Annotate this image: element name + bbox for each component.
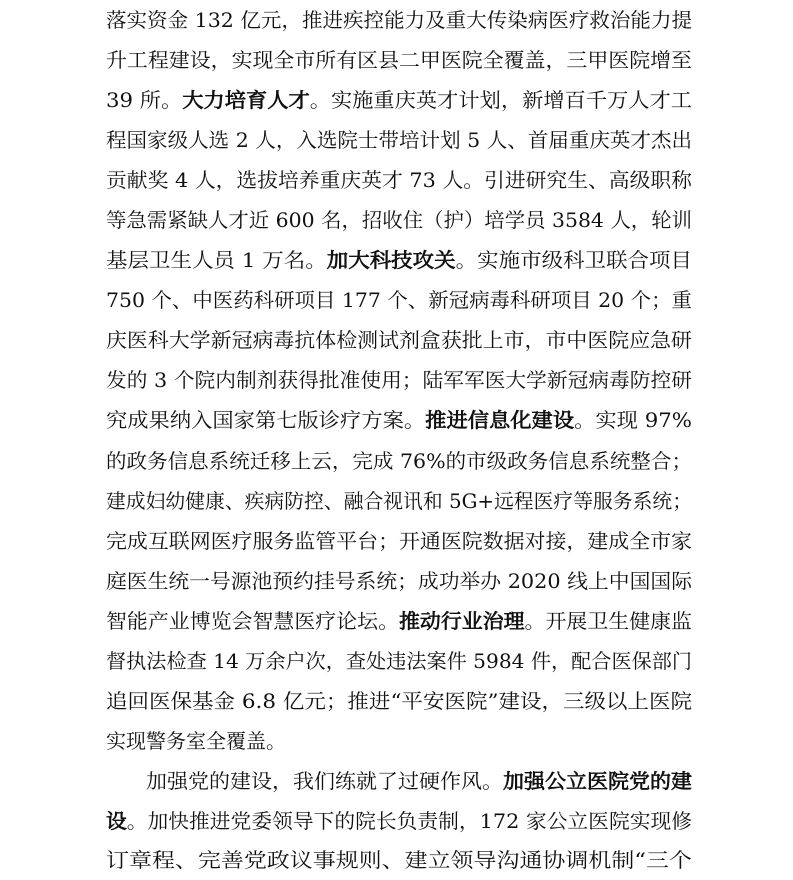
text-line-content	[106, 441, 692, 481]
text-run: 智能产业博览会智慧医疗论坛。	[106, 609, 399, 633]
bold-heading-run: 推进信息化建设	[425, 408, 575, 432]
text-line-content	[106, 521, 692, 561]
bold-heading-run: 大力培育人才	[182, 88, 310, 112]
text-run: 庆医科大学新冠病毒抗体检测试剂盒获批上市，市中医院应急研	[106, 328, 692, 352]
text-run: 程国家级人选 2 人，入选院士带培计划 5 人、首届重庆英才杰出	[106, 128, 693, 152]
text-line	[0, 320, 793, 360]
text-run: 建成妇幼健康、疾病防控、融合视讯和 5G+远程医疗等服务系统；	[106, 489, 693, 513]
text-line	[0, 561, 793, 601]
text-line	[0, 761, 793, 801]
text-line	[0, 641, 793, 681]
text-line	[0, 481, 793, 521]
text-line-content	[106, 160, 692, 200]
text-line	[0, 120, 793, 160]
text-line	[0, 360, 793, 400]
text-line	[0, 721, 793, 761]
text-line-content	[106, 840, 692, 880]
bold-heading-run: 加强公立医院党的建	[502, 769, 692, 793]
text-line-content	[106, 360, 692, 400]
text-line-content	[106, 481, 692, 521]
text-run: 750 个、中医药科研项目 177 个、新冠病毒科研项目 20 个；重	[106, 288, 692, 312]
text-run: 究成果纳入国家第七版诊疗方案。	[106, 408, 426, 432]
text-line-content	[146, 761, 692, 801]
text-run: 实现警务室全覆盖。	[106, 729, 286, 753]
text-line-content	[106, 0, 692, 40]
text-line-content	[106, 601, 692, 641]
text-line	[0, 160, 793, 200]
text-run: 贡献奖 4 人，选拔培养重庆英才 73 人。引进研究生、高级职称	[106, 168, 692, 192]
bold-heading-run: 加大科技攻关	[326, 248, 456, 272]
text-line-content	[106, 400, 692, 440]
text-run: 升工程建设，实现全市所有区县二甲医院全覆盖，三甲医院增至	[106, 48, 692, 72]
text-line-content	[106, 80, 692, 120]
text-line-content	[106, 681, 692, 721]
text-line-content	[106, 721, 286, 761]
text-line	[0, 240, 793, 280]
text-line-content	[106, 801, 692, 841]
text-run: 。实施重庆英才计划，新增百千万人才工	[309, 88, 693, 112]
text-line	[0, 80, 793, 120]
text-run: 发的 3 个院内制剂获得批准使用；陆军军医大学新冠病毒防控研	[106, 368, 692, 392]
text-line	[0, 400, 793, 440]
text-run: 加强党的建设，我们练就了过硬作风。	[146, 769, 503, 793]
text-run: 追回医保基金 6.8 亿元；推进“平安医院”建设，三级以上医院	[106, 689, 693, 713]
text-run: 督执法检查 14 万余户次，查处违法案件 5984 件，配合医保部门	[106, 649, 693, 673]
text-line-content	[106, 240, 692, 280]
text-line-content	[106, 561, 692, 601]
text-run: 完成互联网医疗服务监管平台；开通医院数据对接，建成全市家	[106, 529, 692, 553]
text-line	[0, 40, 793, 80]
text-run: 的政务信息系统迁移上云，完成 76%的市级政务信息系统整合；	[106, 449, 692, 473]
text-line-content	[106, 120, 692, 160]
text-line	[0, 521, 793, 561]
text-line-content	[106, 320, 692, 360]
text-run: 39 所。	[106, 88, 183, 112]
bold-heading-run: 设	[106, 809, 127, 833]
text-run: 。开展卫生健康监	[524, 609, 692, 633]
text-run: 。加快推进党委领导下的院长负责制，172 家公立医院实现修	[126, 809, 692, 833]
text-line-content	[106, 200, 692, 240]
text-line	[0, 840, 793, 880]
text-line	[0, 0, 793, 40]
bold-heading-run: 推动行业治理	[398, 609, 525, 633]
text-line	[0, 601, 793, 641]
text-line	[0, 681, 793, 721]
text-line-content	[106, 641, 692, 681]
text-line	[0, 280, 793, 320]
text-run: 。实现 97%	[574, 408, 693, 432]
text-run: 落实资金 132 亿元，推进疾控能力及重大传染病医疗救治能力提	[106, 8, 693, 32]
text-run: 等急需紧缺人才近 600 名，招收住（护）培学员 3584 人，轮训	[106, 208, 693, 232]
text-line	[0, 801, 793, 841]
text-run: 。实施市级科卫联合项目	[455, 248, 692, 272]
text-line	[0, 200, 793, 240]
text-run: 庭医生统一号源池预约挂号系统；成功举办 2020 线上中国国际	[106, 569, 693, 593]
text-line	[0, 441, 793, 481]
text-line-content	[106, 40, 692, 80]
text-run: 订章程、完善党政议事规则、建立领导沟通协调机制“三个	[106, 848, 693, 872]
text-line-content	[106, 280, 692, 320]
text-run: 基层卫生人员 1 万名。	[106, 248, 327, 272]
